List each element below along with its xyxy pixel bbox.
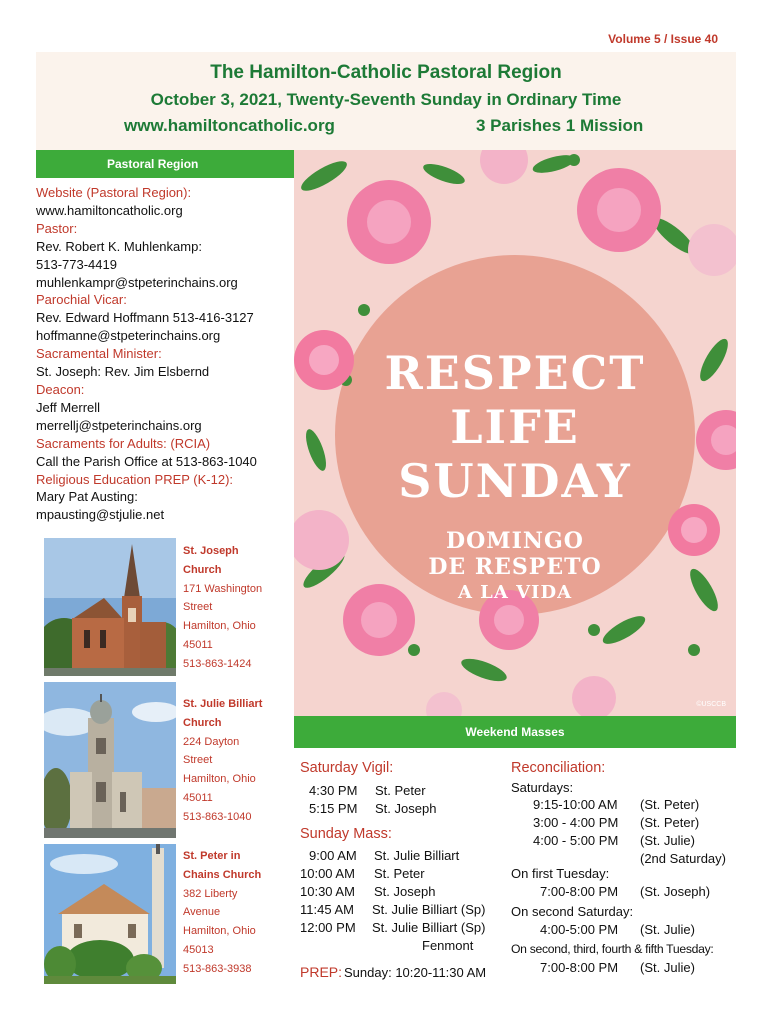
issue-date: October 3, 2021, Twenty-Seventh Sunday in Ordinary Time xyxy=(150,90,622,109)
st-joseph-church-photo xyxy=(44,538,176,676)
church-name: Chains Church xyxy=(183,868,262,881)
contact-label: Pastor: xyxy=(36,220,78,236)
weekend-masses-heading: Weekend Masses xyxy=(294,716,736,748)
contact-value: Call the Parish Office at 513-863-1040 xyxy=(36,453,257,469)
st-julie-church-photo xyxy=(44,682,176,838)
prep-schedule: Sunday: 10:20-11:30 AM xyxy=(344,965,487,980)
church-zip: 45011 xyxy=(183,638,213,651)
st-peter-church-photo xyxy=(44,844,176,984)
mass-time: 4:30 PM xyxy=(309,783,358,798)
reconciliation-location: (St. Julie) xyxy=(640,833,695,848)
contact-value[interactable]: www.hamiltoncatholic.org xyxy=(36,202,183,218)
poster-title-line1: RESPECT xyxy=(384,346,646,400)
mass-location: St. Peter xyxy=(375,783,426,798)
contact-label: Deacon: xyxy=(36,381,85,397)
contact-email[interactable]: merrellj@stpeterinchains.org xyxy=(36,417,202,433)
mass-time: 10:00 AM xyxy=(300,866,355,881)
church-address: 171 Washington xyxy=(183,582,263,595)
poster-title-line2: LIFE xyxy=(450,400,580,454)
contact-value: St. Joseph: Rev. Jim Elsbernd xyxy=(36,364,210,380)
contact-email[interactable]: hoffmanne@stpeterinchains.org xyxy=(36,328,221,344)
contact-label: Sacraments for Adults: (RCIA) xyxy=(36,435,211,451)
contact-email[interactable]: muhlenkampr@stpeterinchains.org xyxy=(36,274,238,290)
pastoral-region-heading: Pastoral Region xyxy=(36,150,294,178)
mass-time: 11:45 AM xyxy=(300,902,354,917)
reconciliation-subheading: On second, third, fourth & fifth Tuesday: xyxy=(511,942,714,956)
newsletter-title: The Hamilton-Catholic Pastoral Region xyxy=(210,62,562,83)
church-zip: 45011 xyxy=(183,791,213,804)
reconciliation-location: (St. Julie) xyxy=(640,960,695,975)
church-name: Church xyxy=(183,716,222,729)
church-city: Hamilton, Ohio xyxy=(183,620,256,633)
church-city: Hamilton, Ohio xyxy=(183,773,256,786)
reconciliation-subheading: On first Tuesday: xyxy=(511,866,610,881)
church-address: Avenue xyxy=(183,906,221,919)
reconciliation-subheading: On second Saturday: xyxy=(511,904,634,919)
pastoral-region-contacts xyxy=(36,184,294,524)
saturday-vigil-title: Saturday Vigil: xyxy=(300,760,394,776)
reconciliation-time: 4:00 - 5:00 PM xyxy=(533,833,619,848)
contact-value: Jeff Merrell xyxy=(36,399,101,415)
reconciliation-location: (St. Joseph) xyxy=(640,884,711,899)
website-link[interactable]: www.hamiltoncatholic.org xyxy=(124,116,335,135)
st-peter-church-info xyxy=(183,847,261,979)
contact-value: Rev. Edward Hoffmann 513-416-3127 xyxy=(36,310,254,326)
mass-location: St. Julie Billiart (Sp) xyxy=(372,902,486,917)
church-city: Hamilton, Ohio xyxy=(183,925,256,938)
masthead xyxy=(36,52,736,152)
reconciliation-location: (St. Peter) xyxy=(640,815,700,830)
reconciliation-time: 4:00-5:00 PM xyxy=(540,922,619,937)
mass-location: St. Peter xyxy=(374,866,425,881)
mass-time: 5:15 PM xyxy=(309,801,358,816)
mass-location: St. Julie Billiart xyxy=(374,848,460,863)
poster-credit: ©USCCB xyxy=(696,701,726,708)
church-name: St. Julie Billiart xyxy=(183,698,263,710)
contact-value: Rev. Robert K. Muhlenkamp: xyxy=(36,238,202,254)
poster-spanish-line3: A LA VIDA xyxy=(457,582,573,603)
respect-life-poster xyxy=(294,150,736,716)
contact-label: Website (Pastoral Region): xyxy=(36,185,192,200)
issue-label: Volume 5 / Issue 40 xyxy=(608,32,718,46)
poster-title-line3: SUNDAY xyxy=(398,454,632,508)
contact-email[interactable]: mpausting@stjulie.net xyxy=(36,507,165,523)
tagline: 3 Parishes 1 Mission xyxy=(476,116,644,135)
prep-label-accent xyxy=(300,964,342,982)
reconciliation-time: 7:00-8:00 PM xyxy=(540,960,619,975)
church-zip: 45013 xyxy=(183,943,214,956)
contact-value: 513-773-4419 xyxy=(36,256,117,272)
contact-label: Parochial Vicar: xyxy=(36,292,127,308)
reconciliation-time: 7:00-8:00 PM xyxy=(540,884,619,899)
contact-label: Sacramental Minister: xyxy=(36,346,162,362)
mass-time: 9:00 AM xyxy=(309,848,357,863)
poster-spanish-line1: DOMINGO xyxy=(446,528,584,554)
church-name: St. Joseph xyxy=(183,545,239,557)
st-joseph-church-info xyxy=(183,542,262,674)
reconciliation-location: (St. Julie) xyxy=(640,922,695,937)
reconciliation-time: 3:00 - 4:00 PM xyxy=(533,815,619,830)
mass-time: 12:00 PM xyxy=(300,920,356,935)
contact-value: Mary Pat Austing: xyxy=(36,489,138,505)
reconciliation-time: 9:15-10:00 AM xyxy=(533,797,618,812)
contact-label: Religious Education PREP (K-12): xyxy=(36,471,234,487)
church-address: 224 Dayton xyxy=(183,735,240,748)
reconciliation-note: (2nd Saturday) xyxy=(640,851,726,866)
church-phone[interactable]: 513-863-1424 xyxy=(183,657,252,670)
church-phone[interactable]: 513-863-1040 xyxy=(183,810,252,823)
reconciliation-subheading: Saturdays: xyxy=(511,780,574,795)
mass-location: St. Joseph xyxy=(375,801,437,816)
church-name: St. Peter in xyxy=(183,850,241,862)
church-address: Street xyxy=(183,754,213,767)
st-julie-church-info xyxy=(183,695,262,827)
mass-location: St. Julie Billiart (Sp) xyxy=(372,920,486,935)
church-address: 382 Liberty xyxy=(183,887,238,900)
reconciliation-title: Reconciliation: xyxy=(511,760,606,776)
church-address: Street xyxy=(183,601,213,614)
prep-label: PREP: xyxy=(300,964,343,980)
poster-spanish-line2: DE RESPETO xyxy=(428,554,602,580)
mass-location-note: Fenmont xyxy=(422,938,474,953)
sunday-mass-title: Sunday Mass: xyxy=(300,826,392,842)
mass-location: St. Joseph xyxy=(374,884,436,899)
church-name: Church xyxy=(183,563,222,576)
mass-time: 10:30 AM xyxy=(300,884,355,899)
church-phone[interactable]: 513-863-3938 xyxy=(183,962,252,975)
reconciliation-location: (St. Peter) xyxy=(640,797,700,812)
